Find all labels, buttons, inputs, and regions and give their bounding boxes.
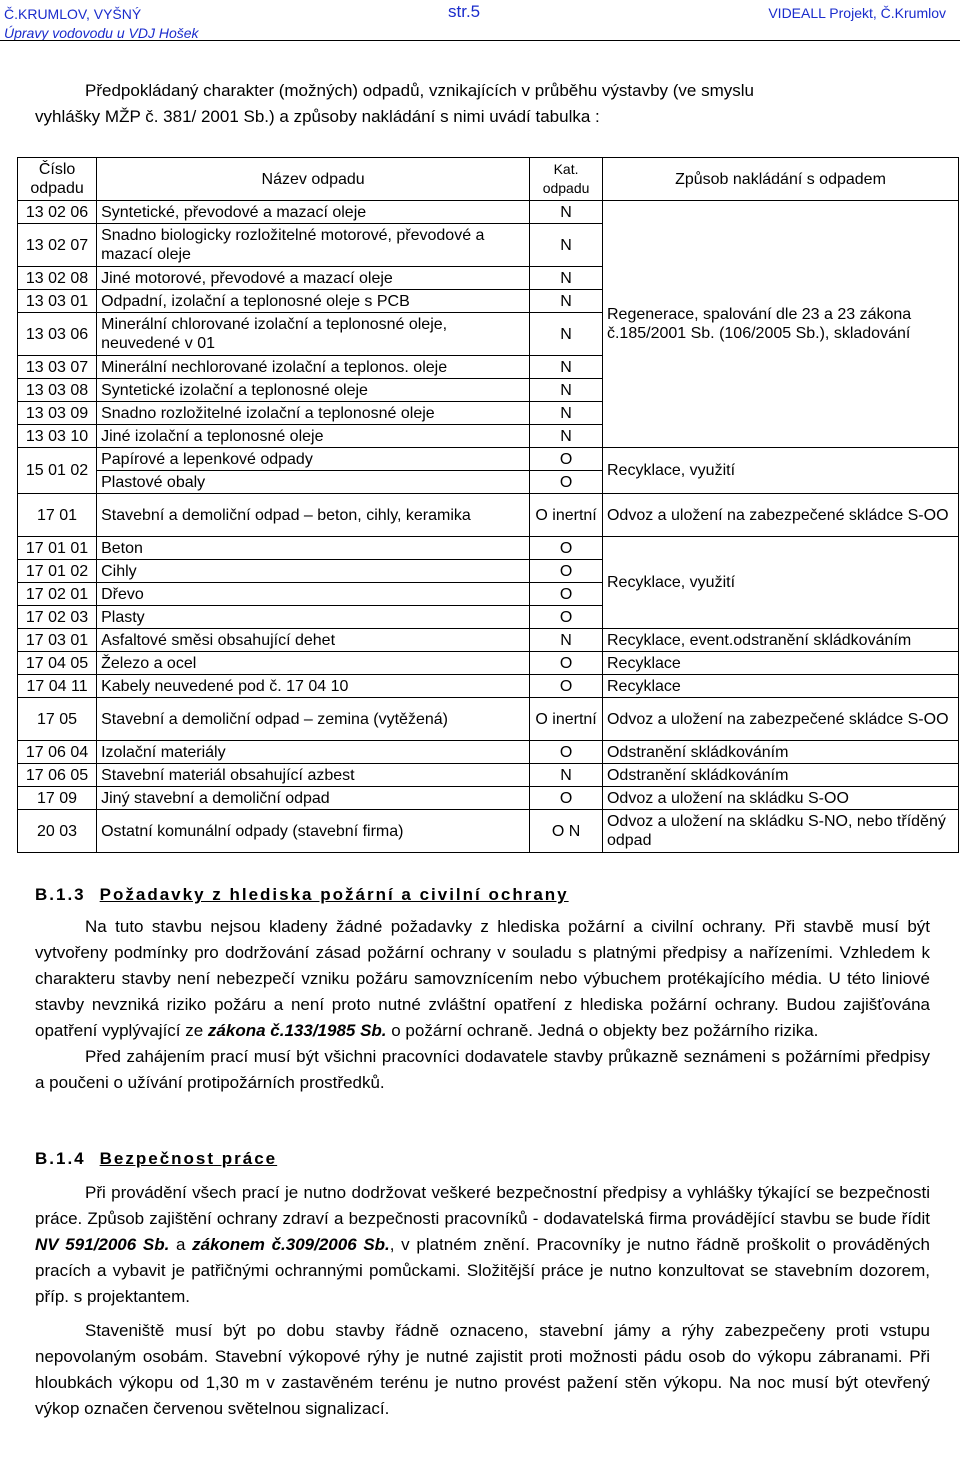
table-row xyxy=(18,448,959,471)
row-handling-group-2: Recyklace, využití xyxy=(602,448,958,494)
row-category: O xyxy=(530,675,603,698)
row-code: 17 02 01 xyxy=(18,583,97,606)
row-name: Izolační materiály xyxy=(97,741,530,764)
row-category: N xyxy=(530,201,603,224)
row-category: O xyxy=(530,741,603,764)
row-category: N xyxy=(530,379,603,402)
b13-p1-text-b: o požární ochraně. Jedná o objekty bez požárního rizika. xyxy=(386,1021,819,1040)
row-category: O xyxy=(530,448,603,471)
row-name: Minerální nechlorované izolační a teplonos. oleje xyxy=(97,356,530,379)
row-name: Odpadní, izolační a teplonosné oleje s PCB xyxy=(97,290,530,313)
table-row xyxy=(18,787,959,810)
row-name: Asfaltové směsi obsahující dehet xyxy=(97,629,530,652)
header-divider xyxy=(0,40,960,41)
header-company: VIDEALL Projekt, Č.Krumlov xyxy=(768,5,946,21)
row-category: O xyxy=(530,471,603,494)
row-category: O xyxy=(530,583,603,606)
row-code: 20 03 xyxy=(18,810,97,853)
row-category: N xyxy=(530,629,603,652)
row-name: Železo a ocel xyxy=(97,652,530,675)
section-b14-heading xyxy=(35,1146,930,1172)
row-category: O N xyxy=(530,810,603,853)
row-category: N xyxy=(530,290,603,313)
row-category: N xyxy=(530,425,603,448)
b13-p1-law: zákona č.133/1985 Sb. xyxy=(207,1021,387,1040)
row-code: 17 06 04 xyxy=(18,741,97,764)
table-row xyxy=(18,494,959,537)
row-name: Plastové obaly xyxy=(97,471,530,494)
intro-text xyxy=(35,78,905,130)
row-code: 17 02 03 xyxy=(18,606,97,629)
row-code: 13 03 08 xyxy=(18,379,97,402)
row-name: Papírové a lepenkové odpady xyxy=(97,448,530,471)
section-b13-paragraph-1 xyxy=(35,914,930,1044)
row-category: N xyxy=(530,224,603,267)
row-handling: Odstranění skládkováním xyxy=(602,741,958,764)
row-name: Stavební materiál obsahující azbest xyxy=(97,764,530,787)
row-category: O inertní xyxy=(530,698,603,741)
row-handling: Odvoz a uložení na skládku S-OO xyxy=(602,787,958,810)
row-code: 17 05 xyxy=(18,698,97,741)
row-handling-group-3: Odvoz a uložení na zabezpečené skládce S-OO xyxy=(602,494,958,537)
b14-p1-text-a: Při provádění všech prací je nutno dodržovat veškeré bezpečnostní předpisy a vyhlášky týkající se bezpečnosti práce. Způsob zajištění ochrany zdraví a bezpečnosti pracovníků - dodavatelská firma provádějící stavbu se bude řídit xyxy=(35,1183,930,1228)
section-b14-paragraph-1 xyxy=(35,1180,930,1310)
table-header-row xyxy=(18,158,959,201)
b13-p1-text-a: Na tuto stavbu nejsou kladeny žádné požadavky z hlediska požární a civilní ochrany. Při stavbě musí být vytvořeny podmínky pro dodržování zásad požární ochrany v souladu s platnými předpisy a nařízeními. Vzhledem k charakteru stavby není nebezpečí vzniku požáru samovznícením nebo výbuchem protékajícího média. U této liniové stavby nevzniká riziko požáru a není proto nutné zvláštní opatření z hlediska požární ochrany. Budou zajišťována opatření vyplývající ze xyxy=(35,917,930,1040)
row-category: O xyxy=(530,652,603,675)
table-row xyxy=(18,629,959,652)
row-code: 13 03 10 xyxy=(18,425,97,448)
waste-table xyxy=(17,157,959,853)
row-code: 13 03 09 xyxy=(18,402,97,425)
b14-p1-law: zákonem č.309/2006 Sb. xyxy=(192,1235,390,1254)
row-name: Jiné izolační a teplonosné oleje xyxy=(97,425,530,448)
header-location: Č.KRUMLOV, VYŠNÝ xyxy=(4,6,142,22)
row-code: 13 03 07 xyxy=(18,356,97,379)
row-name: Stavební a demoliční odpad – beton, cihly, keramika xyxy=(97,494,530,537)
row-code: 17 04 05 xyxy=(18,652,97,675)
section-b14 xyxy=(35,1146,930,1422)
row-category: O inertní xyxy=(530,494,603,537)
row-name: Dřevo xyxy=(97,583,530,606)
section-b13-paragraph-2: Před zahájením prací musí být všichni pracovníci dodavatele stavby průkazně seznámeni s požárními předpisy a poučeni o užívání protipožárních prostředků. xyxy=(35,1047,930,1092)
row-category: N xyxy=(530,267,603,290)
table-row xyxy=(18,652,959,675)
intro-line-2: vyhlášky MŽP č. 381/ 2001 Sb.) a způsoby nakládání s nimi uvádí tabulka : xyxy=(35,107,600,126)
section-b14-title: Bezpečnost práce xyxy=(99,1149,278,1168)
row-code: 17 01 xyxy=(18,494,97,537)
row-handling: Odvoz a uložení na skládku S-NO, nebo tříděný odpad xyxy=(602,810,958,853)
row-code: 13 03 01 xyxy=(18,290,97,313)
row-code: 17 04 11 xyxy=(18,675,97,698)
row-category: O xyxy=(530,560,603,583)
header-name: Název odpadu xyxy=(97,158,530,201)
table-row xyxy=(18,698,959,741)
row-name: Jiný stavební a demoliční odpad xyxy=(97,787,530,810)
row-code: 17 01 01 xyxy=(18,537,97,560)
row-handling-group-4: Recyklace, využití xyxy=(602,537,958,629)
row-category: N xyxy=(530,313,603,356)
row-handling: Recyklace, event.odstranění skládkováním xyxy=(602,629,958,652)
table-row xyxy=(18,764,959,787)
section-b13-title: Požadavky z hlediska požární a civilní ochrany xyxy=(99,885,569,904)
row-name: Snadno biologicky rozložitelné motorové, převodové a mazací oleje xyxy=(97,224,530,267)
b14-p1-text-b: , v platném znění. Pracovníky je nutno řádně proškolit o prováděných pracích a vybavit je patřičnými ochrannými pomůckami. Složitější práce je nutno konzultovat se stavebním dozorem, příp. s projektantem. xyxy=(35,1235,930,1306)
header-left xyxy=(4,5,199,43)
row-name: Kabely neuvedené pod č. 17 04 10 xyxy=(97,675,530,698)
section-b14-paragraph-2: Staveniště musí být po dobu stavby řádně oznaceno, stavební jámy a rýhy zabezpečeny proti vstupu nepovolaným osobám. Stavební výkopové rýhy je nutné zajistit proti možnosti pádu osob do výkopu zábranami. Při hloubkách výkopu od 1,30 m v zastavěném terénu je nutno provést pažení stěn výkopu. Na noc musí být otevřený výkop označen červenou světelnou signalizací. xyxy=(35,1321,930,1418)
row-name: Syntetické izolační a teplonosné oleje xyxy=(97,379,530,402)
row-handling: Recyklace xyxy=(602,675,958,698)
row-category: N xyxy=(530,764,603,787)
row-category: O xyxy=(530,537,603,560)
row-code: 17 01 02 xyxy=(18,560,97,583)
row-category: N xyxy=(530,402,603,425)
row-name: Cihly xyxy=(97,560,530,583)
row-name: Jiné motorové, převodové a mazací oleje xyxy=(97,267,530,290)
section-b13-number: B.1.3 xyxy=(35,885,86,904)
table-row xyxy=(18,201,959,224)
row-code: 13 03 06 xyxy=(18,313,97,356)
b14-p1-text-mid: a xyxy=(169,1235,193,1254)
section-b13 xyxy=(35,882,930,1096)
row-code: 13 02 08 xyxy=(18,267,97,290)
row-name: Beton xyxy=(97,537,530,560)
section-b13-heading xyxy=(35,882,930,908)
row-code: 17 03 01 xyxy=(18,629,97,652)
intro-line-1: Předpokládaný charakter (možných) odpadů, vznikajících v průběhu výstavby (ve smyslu xyxy=(85,81,754,100)
table-row xyxy=(18,810,959,853)
row-name: Stavební a demoliční odpad – zemina (vytěžená) xyxy=(97,698,530,741)
row-name: Plasty xyxy=(97,606,530,629)
row-code: 17 06 05 xyxy=(18,764,97,787)
row-handling: Recyklace xyxy=(602,652,958,675)
header-category: Kat. odpadu xyxy=(530,158,603,201)
row-category: O xyxy=(530,787,603,810)
row-category: N xyxy=(530,356,603,379)
row-handling: Odvoz a uložení na zabezpečené skládce S-OO xyxy=(602,698,958,741)
header-number: Číslo odpadu xyxy=(18,158,97,201)
row-handling-group-1: Regenerace, spalování dle 23 a 23 zákona č.185/2001 Sb. (106/2005 Sb.), skladování xyxy=(602,201,958,448)
row-code: 15 01 02 xyxy=(18,448,97,494)
row-name: Minerální chlorované izolační a teplonosné oleje, neuvedené v 01 xyxy=(97,313,530,356)
page-number: str.5 xyxy=(448,2,481,21)
table-row xyxy=(18,741,959,764)
row-handling: Odstranění skládkováním xyxy=(602,764,958,787)
header-project-name: Úpravy vodovodu u VDJ Hošek xyxy=(4,25,199,41)
row-code: 13 02 07 xyxy=(18,224,97,267)
row-name: Syntetické, převodové a mazací oleje xyxy=(97,201,530,224)
row-name: Ostatní komunální odpady (stavební firma) xyxy=(97,810,530,853)
page-header xyxy=(0,0,960,42)
row-name: Snadno rozložitelné izolační a teplonosné oleje xyxy=(97,402,530,425)
row-category: O xyxy=(530,606,603,629)
section-b14-number: B.1.4 xyxy=(35,1149,86,1168)
table-row xyxy=(18,675,959,698)
header-handling: Způsob nakládání s odpadem xyxy=(602,158,958,201)
row-code: 13 02 06 xyxy=(18,201,97,224)
table-row xyxy=(18,537,959,560)
row-code: 17 09 xyxy=(18,787,97,810)
b14-p1-nv: NV 591/2006 Sb. xyxy=(35,1235,170,1254)
